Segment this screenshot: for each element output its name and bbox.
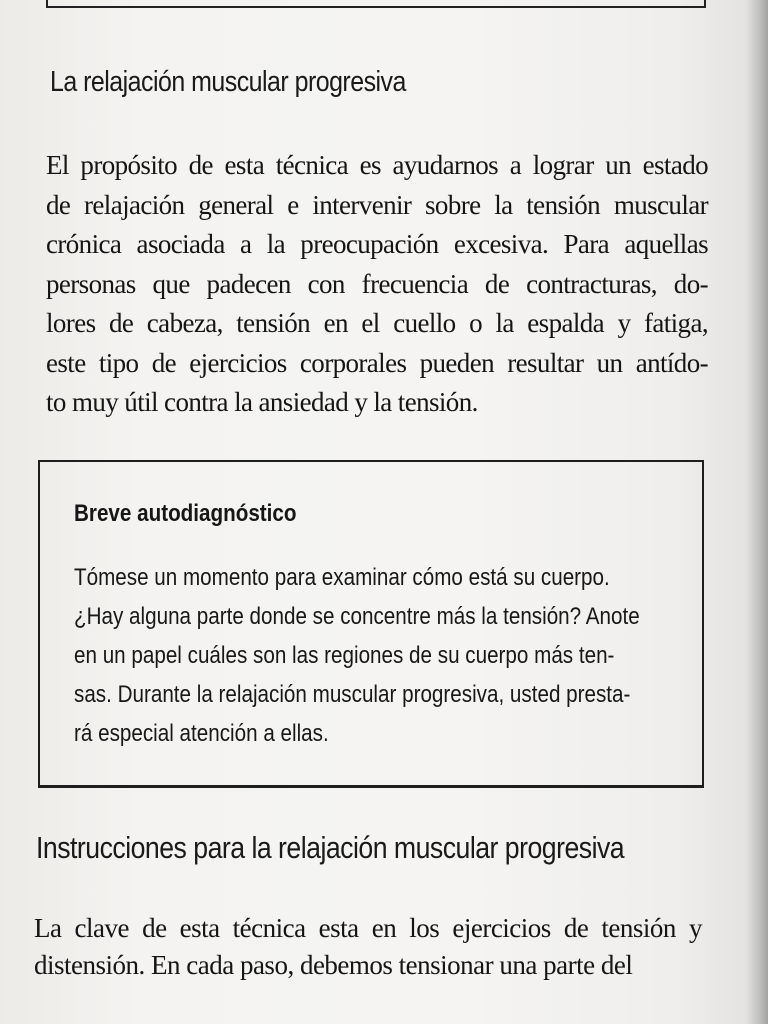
top-box-border xyxy=(46,0,706,8)
section-title: La relajación muscular progresiva xyxy=(50,66,406,98)
box-line-1: Tómese un momento para examinar cómo está su cuerpo. xyxy=(74,564,610,591)
intro-line-7: to muy útil contra la ansiedad y la tensión. xyxy=(46,387,478,417)
intro-line-6: este tipo de ejercicios corporales pueden resultar un antído- xyxy=(46,347,708,378)
intro-line-1: El propósito de esta técnica es ayudarnos a lograr un estado xyxy=(46,150,708,180)
box-text xyxy=(74,558,676,753)
box-line-4: sas. Durante la relajación muscular progresiva, usted presta- xyxy=(74,681,631,708)
intro-line-3: crónica asociada a la preocupación excesiva. Para aquellas xyxy=(46,229,708,259)
instructions-line-1: La clave de esta técnica esta en los ejercicios de tensión y xyxy=(34,913,702,943)
intro-paragraph xyxy=(46,146,708,423)
box-title: Breve autodiagnóstico xyxy=(74,500,297,527)
instructions-paragraph xyxy=(34,910,702,984)
box-line-5: rá especial atención a ellas. xyxy=(74,720,329,747)
self-diagnosis-box xyxy=(38,460,704,788)
intro-line-4: personas que padecen con frecuencia de contracturas, do- xyxy=(46,268,708,299)
box-line-2: ¿Hay alguna parte donde se concentre más la tensión? Anote xyxy=(74,603,640,630)
intro-line-5: lores de cabeza, tensión en el cuello o la espalda y fatiga, xyxy=(46,308,708,338)
page-edge-shadow xyxy=(746,0,768,1024)
box-line-3: en un papel cuáles son las regiones de su cuerpo más ten- xyxy=(74,642,615,669)
intro-line-2: de relajación general e intervenir sobre la tensión muscular xyxy=(46,189,708,220)
instructions-line-2: distensión. En cada paso, debemos tensionar una parte del xyxy=(34,950,633,980)
instructions-title: Instrucciones para la relajación muscular progresiva xyxy=(36,830,625,865)
